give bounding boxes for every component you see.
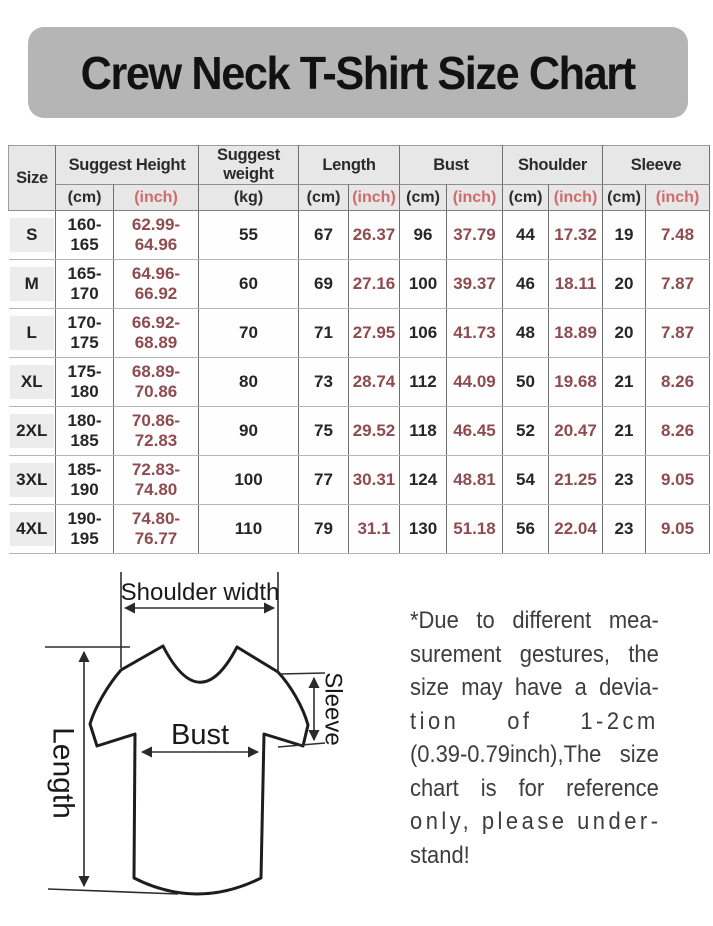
cell-bust-inch: 46.45 [447, 407, 503, 456]
cell-bust-cm: 96 [400, 211, 447, 260]
cell-sleeve-cm: 21 [603, 358, 646, 407]
cell-sleeve-cm: 19 [603, 211, 646, 260]
cell-weight-kg: 60 [199, 260, 299, 309]
cell-height-cm: 180-185 [56, 407, 114, 456]
header-sleeve: Sleeve [603, 146, 710, 185]
length-label: Length [46, 727, 80, 819]
cell-bust-cm: 100 [400, 260, 447, 309]
cell-height-inch: 72.83-74.80 [114, 456, 199, 505]
cell-length-inch: 26.37 [349, 211, 400, 260]
cell-bust-cm: 118 [400, 407, 447, 456]
tshirt-measurement-diagram [0, 560, 390, 926]
cell-shoulder-cm: 44 [503, 211, 549, 260]
cell-height-inch: 68.89-70.86 [114, 358, 199, 407]
unit-height-inch: (inch) [114, 185, 199, 211]
cell-height-cm: 185-190 [56, 456, 114, 505]
table-row [9, 505, 710, 554]
cell-length-inch: 27.95 [349, 309, 400, 358]
cell-length-cm: 67 [299, 211, 349, 260]
shoulder-width-label: Shoulder width [120, 579, 280, 606]
header-size: Size [9, 146, 56, 211]
cell-length-cm: 73 [299, 358, 349, 407]
cell-height-cm: 165-170 [56, 260, 114, 309]
cell-bust-inch: 41.73 [447, 309, 503, 358]
cell-sleeve-inch: 8.26 [646, 407, 710, 456]
cell-shoulder-inch: 22.04 [549, 505, 603, 554]
size-table [8, 145, 710, 554]
table-header-groups [9, 146, 710, 185]
cell-height-inch: 70.86-72.83 [114, 407, 199, 456]
unit-shoulder-inch: (inch) [549, 185, 603, 211]
cell-sleeve-cm: 20 [603, 309, 646, 358]
cell-height-inch: 64.96-66.92 [114, 260, 199, 309]
cell-length-cm: 71 [299, 309, 349, 358]
cell-shoulder-inch: 19.68 [549, 358, 603, 407]
header-suggest-weight: Suggest weight [199, 146, 299, 185]
size-label: L [10, 316, 54, 350]
note-line: *Due to different mea- [410, 607, 659, 634]
cell-weight-kg: 90 [199, 407, 299, 456]
cell-length-inch: 30.31 [349, 456, 400, 505]
cell-height-cm: 175-180 [56, 358, 114, 407]
cell-bust-inch: 51.18 [447, 505, 503, 554]
header-suggest-height: Suggest Height [56, 146, 199, 185]
size-label: 3XL [10, 463, 54, 497]
cell-length-inch: 31.1 [349, 505, 400, 554]
cell-bust-cm: 106 [400, 309, 447, 358]
measurement-disclaimer [410, 604, 662, 872]
cell-sleeve-cm: 21 [603, 407, 646, 456]
cell-shoulder-cm: 48 [503, 309, 549, 358]
size-label: 4XL [10, 512, 54, 546]
cell-height-cm: 170-175 [56, 309, 114, 358]
sleeve-label: Sleeve [319, 672, 347, 746]
cell-bust-inch: 48.81 [447, 456, 503, 505]
cell-shoulder-cm: 46 [503, 260, 549, 309]
cell-sleeve-cm: 23 [603, 505, 646, 554]
cell-height-inch: 66.92-68.89 [114, 309, 199, 358]
cell-weight-kg: 80 [199, 358, 299, 407]
note-line: chart is for reference [410, 774, 659, 802]
cell-sleeve-cm: 20 [603, 260, 646, 309]
cell-bust-inch: 44.09 [447, 358, 503, 407]
cell-length-inch: 29.52 [349, 407, 400, 456]
cell-bust-cm: 130 [400, 505, 447, 554]
unit-shoulder-cm: (cm) [503, 185, 549, 211]
header-length: Length [299, 146, 400, 185]
cell-length-cm: 79 [299, 505, 349, 554]
note-line: only, please under- [410, 808, 662, 835]
cell-sleeve-inch: 8.26 [646, 358, 710, 407]
cell-weight-kg: 110 [199, 505, 299, 554]
cell-height-inch: 74.80-76.77 [114, 505, 199, 554]
cell-weight-kg: 100 [199, 456, 299, 505]
table-row [9, 358, 710, 407]
cell-shoulder-cm: 54 [503, 456, 549, 505]
note-line: stand! [410, 841, 470, 869]
size-label: S [10, 218, 54, 252]
table-row [9, 211, 710, 260]
table-row [9, 260, 710, 309]
cell-length-cm: 75 [299, 407, 349, 456]
cell-weight-kg: 55 [199, 211, 299, 260]
table-row [9, 407, 710, 456]
tshirt-outline [90, 646, 308, 894]
cell-shoulder-inch: 18.89 [549, 309, 603, 358]
cell-shoulder-inch: 21.25 [549, 456, 603, 505]
cell-height-cm: 190-195 [56, 505, 114, 554]
note-line: (0.39-0.79inch),The size [410, 741, 659, 768]
cell-length-cm: 69 [299, 260, 349, 309]
unit-height-cm: (cm) [56, 185, 114, 211]
cell-bust-cm: 112 [400, 358, 447, 407]
note-line: surement gestures, the [410, 640, 659, 668]
header-shoulder: Shoulder [503, 146, 603, 185]
bust-label: Bust [170, 719, 230, 751]
unit-length-cm: (cm) [299, 185, 349, 211]
page-title: Crew Neck T-Shirt Size Chart [80, 46, 636, 99]
size-label: 2XL [10, 414, 54, 448]
cell-sleeve-inch: 7.48 [646, 211, 710, 260]
note-line: size may have a devia- [410, 674, 659, 701]
cell-length-inch: 27.16 [349, 260, 400, 309]
cell-height-cm: 160-165 [56, 211, 114, 260]
header-bust: Bust [400, 146, 503, 185]
cell-bust-inch: 37.79 [447, 211, 503, 260]
cell-length-cm: 77 [299, 456, 349, 505]
length-extension-line-bottom [48, 889, 178, 894]
title-banner [28, 27, 688, 118]
table-header-units [9, 185, 710, 211]
cell-shoulder-inch: 18.11 [549, 260, 603, 309]
cell-bust-inch: 39.37 [447, 260, 503, 309]
size-label: XL [10, 365, 54, 399]
cell-shoulder-cm: 56 [503, 505, 549, 554]
sleeve-extension-line-top [280, 673, 325, 674]
cell-shoulder-cm: 50 [503, 358, 549, 407]
unit-bust-inch: (inch) [447, 185, 503, 211]
table-row [9, 456, 710, 505]
cell-sleeve-inch: 9.05 [646, 456, 710, 505]
cell-length-inch: 28.74 [349, 358, 400, 407]
unit-weight-kg: (kg) [199, 185, 299, 211]
cell-sleeve-cm: 23 [603, 456, 646, 505]
cell-weight-kg: 70 [199, 309, 299, 358]
unit-bust-cm: (cm) [400, 185, 447, 211]
unit-length-inch: (inch) [349, 185, 400, 211]
unit-sleeve-cm: (cm) [603, 185, 646, 211]
size-label: M [10, 267, 54, 301]
cell-bust-cm: 124 [400, 456, 447, 505]
cell-shoulder-cm: 52 [503, 407, 549, 456]
cell-sleeve-inch: 7.87 [646, 260, 710, 309]
cell-sleeve-inch: 7.87 [646, 309, 710, 358]
cell-height-inch: 62.99-64.96 [114, 211, 199, 260]
table-row [9, 309, 710, 358]
cell-shoulder-inch: 17.32 [549, 211, 603, 260]
unit-sleeve-inch: (inch) [646, 185, 710, 211]
note-line: tion of 1-2cm [410, 707, 659, 735]
cell-sleeve-inch: 9.05 [646, 505, 710, 554]
cell-shoulder-inch: 20.47 [549, 407, 603, 456]
